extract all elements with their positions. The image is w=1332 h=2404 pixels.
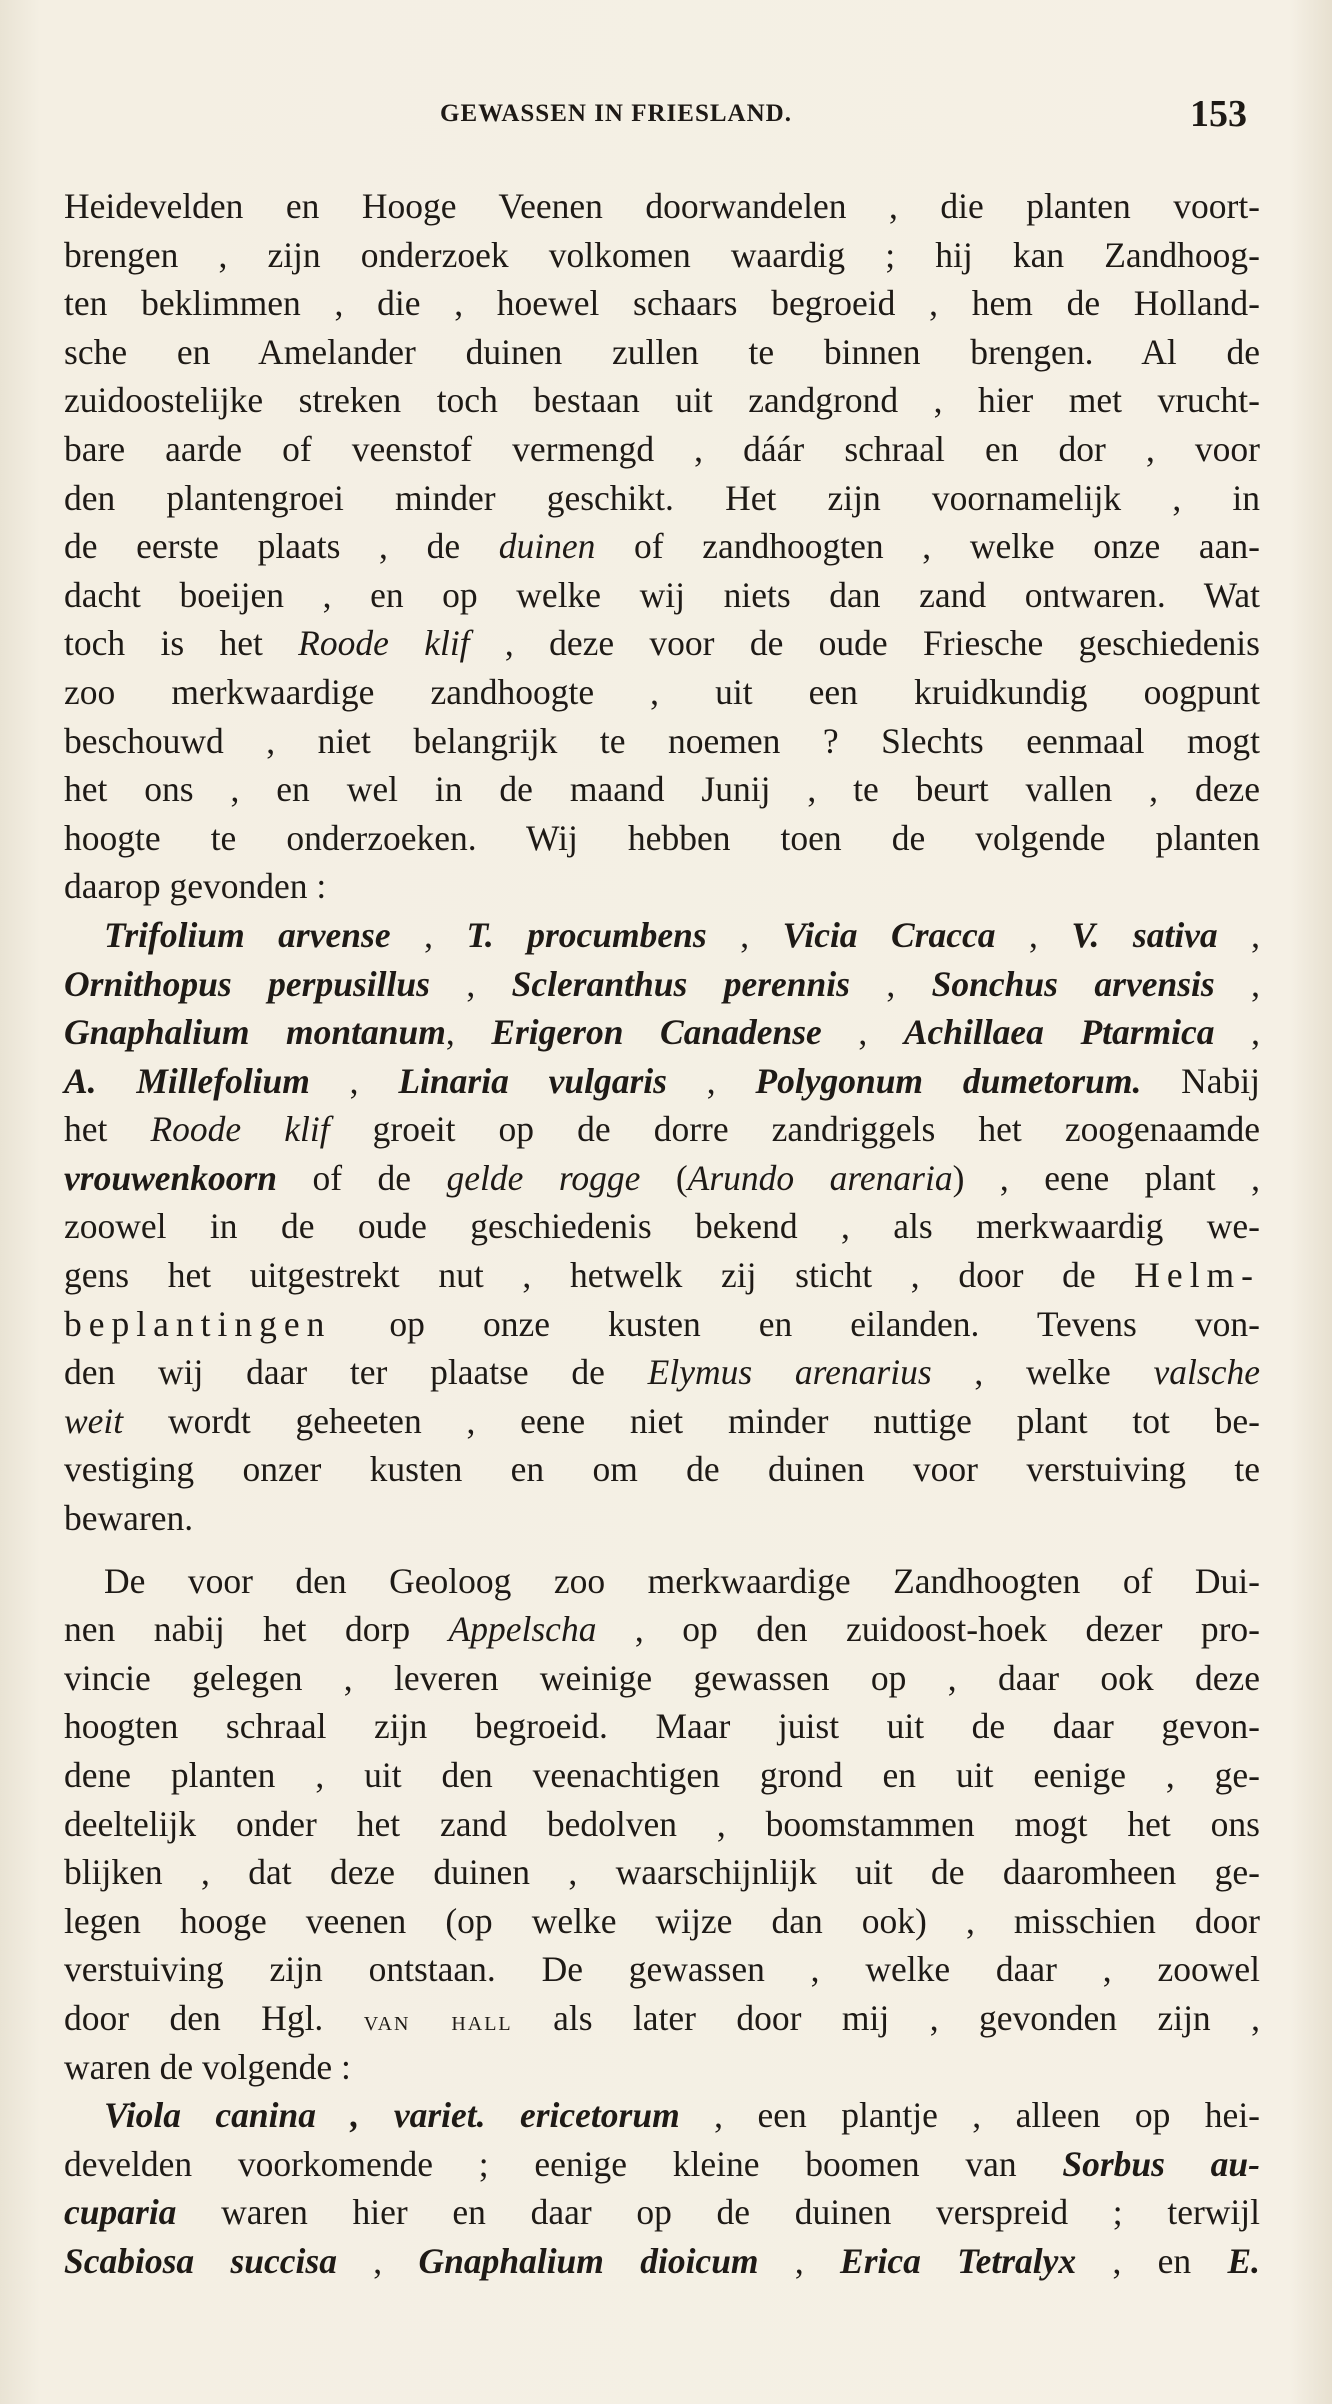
- text-run: groeit op de dorre zandriggels het zoogenaamde: [329, 1109, 1260, 1150]
- text-line: [64, 571, 1260, 620]
- text-line: [64, 1154, 1260, 1203]
- text-run: Elymus arenarius: [647, 1352, 932, 1393]
- text-line: [64, 1202, 1260, 1251]
- text-run: weit: [64, 1400, 124, 1441]
- text-run: ,: [666, 1060, 756, 1101]
- text-run: Polygonum dumetorum.: [755, 1060, 1142, 1101]
- text-run: , op den zuidoost-hoek dezer pro-: [596, 1609, 1260, 1650]
- text-run: ,: [309, 1060, 399, 1101]
- text-run: van hall: [363, 2004, 513, 2037]
- text-run: develden voorkomende ; eenige kleine boomen van: [64, 2143, 1063, 2184]
- text-run: ,: [336, 2240, 419, 2281]
- text-run: Viola canina , variet. ericetorum: [104, 2095, 680, 2136]
- text-run: E.: [1227, 2240, 1260, 2281]
- text-run: legen hooge veenen (op welke wijze dan ook) , misschien door: [64, 1900, 1260, 1941]
- text-run: Roode klif: [150, 1109, 330, 1150]
- text-line: [64, 1994, 1260, 2043]
- text-run: gelde rogge: [446, 1157, 641, 1198]
- text-run: op onze kusten en eilanden. Tevens von-: [331, 1303, 1260, 1344]
- text-run: wordt geheeten , eene niet minder nuttige plant tot be-: [123, 1400, 1260, 1441]
- text-line: [64, 1945, 1260, 1994]
- text-run: Nabij: [1141, 1060, 1261, 1101]
- text-run: (: [640, 1157, 688, 1198]
- text-line: [64, 1348, 1260, 1397]
- text-run: Sorbus au-: [1062, 2143, 1260, 2184]
- text-line: [64, 1300, 1260, 1349]
- text-run: duinen: [498, 526, 596, 567]
- text-line: [64, 376, 1260, 425]
- text-run: deeltelijk onder het zand bedolven , boomstammen mogt het ons: [64, 1803, 1260, 1844]
- text-run: Gnaphalium dioicum: [418, 2240, 759, 2281]
- text-run: cuparia: [64, 2192, 177, 2233]
- text-run: hoogten schraal zijn begroeid. Maar juist uit de daar gevon-: [64, 1706, 1260, 1747]
- text-run: De voor den Geoloog zoo merkwaardige Zandhoogten of Dui-: [104, 1560, 1260, 1601]
- text-run: ,: [429, 963, 512, 1004]
- text-run: het: [64, 1109, 151, 1150]
- text-run: vestiging onzer kusten en om de duinen voor verstuiving te: [64, 1449, 1260, 1490]
- text-line: [64, 182, 1260, 231]
- text-run: ,: [706, 914, 783, 955]
- text-line: [64, 2140, 1260, 2189]
- text-run: of zandhoogten , welke onze aan-: [595, 526, 1260, 567]
- text-run: vrouwenkoorn: [64, 1157, 278, 1198]
- text-run: Gnaphalium montanum: [64, 1012, 446, 1053]
- text-run: hoogte te onderzoeken. Wij hebben toen de volgende planten: [64, 817, 1260, 858]
- text-run: Sonchus arvensis: [931, 963, 1215, 1004]
- text-run: toch is het: [64, 623, 299, 664]
- body-text: [64, 182, 1260, 2286]
- text-run: vincie gelegen , leveren weinige gewassen op , daar ook deze: [64, 1657, 1260, 1698]
- text-run: , deze voor de oude Friesche geschiedenis: [469, 623, 1260, 664]
- text-line: [64, 1445, 1260, 1494]
- text-run: ten beklimmen , die , hoewel schaars begroeid , hem de Holland-: [64, 283, 1260, 324]
- text-line: [64, 1751, 1260, 1800]
- text-run: ) , eene plant ,: [952, 1157, 1260, 1198]
- text-run: Achillaea Ptarmica: [903, 1012, 1215, 1053]
- text-line: [64, 328, 1260, 377]
- text-run: ,: [390, 914, 467, 955]
- text-run: , en: [1076, 2240, 1228, 2281]
- text-line: [64, 2043, 1260, 2092]
- text-line: [64, 1105, 1260, 1154]
- text-run: beplantingen: [64, 1303, 332, 1344]
- text-run: de eerste plaats , de: [64, 526, 499, 567]
- text-run: zoo merkwaardige zandhoogte , uit een kruidkundig oogpunt: [64, 671, 1260, 712]
- running-head: [0, 93, 1332, 146]
- text-run: als later door mij , gevonden zijn ,: [512, 1997, 1260, 2038]
- text-line: [64, 1557, 1260, 1606]
- plant-list-line: [64, 1008, 1260, 1057]
- text-run: brengen , zijn onderzoek volkomen waardig ; hij kan Zandhoog-: [64, 234, 1260, 275]
- text-line: [64, 425, 1260, 474]
- text-line: [64, 522, 1260, 571]
- text-line: [64, 2188, 1260, 2237]
- text-run: valsche: [1153, 1352, 1260, 1393]
- text-line: [64, 1897, 1260, 1946]
- text-run: Appelscha: [448, 1609, 597, 1650]
- text-run: waren hier en daar op de duinen verspreid ; terwijl: [176, 2192, 1260, 2233]
- text-line: [64, 231, 1260, 280]
- text-run: Trifolium arvense: [104, 914, 391, 955]
- text-run: , een plantje , alleen op hei-: [679, 2095, 1260, 2136]
- text-run: nen nabij het dorp: [64, 1609, 449, 1650]
- text-run: het ons , en wel in de maand Junij , te beurt vallen , deze: [64, 769, 1260, 810]
- text-run: Helm-: [1134, 1255, 1260, 1296]
- text-run: zoowel in de oude geschiedenis bekend , als merkwaardig we-: [64, 1206, 1260, 1247]
- text-line: [64, 862, 1260, 911]
- text-run: beschouwd , niet belangrijk te noemen ? Slechts eenmaal mogt: [64, 720, 1260, 761]
- text-run: Arundo arenaria: [687, 1157, 953, 1198]
- text-run: Scleranthus perennis: [511, 963, 850, 1004]
- plant-list-line: [64, 960, 1260, 1009]
- text-line: [64, 2091, 1260, 2140]
- text-line: [64, 1848, 1260, 1897]
- text-run: dacht boeijen , en op welke wij niets dan zand ontwaren. Wat: [64, 574, 1260, 615]
- text-line: [64, 1494, 1260, 1543]
- text-run: waren de volgende :: [64, 2046, 351, 2087]
- text-run: ,: [849, 963, 932, 1004]
- text-run: sche en Amelander duinen zullen te binnen brengen. Al de: [64, 331, 1260, 372]
- text-run: den plantengroei minder geschikt. Het zijn voornamelijk , in: [64, 477, 1260, 518]
- text-run: gens het uitgestrekt nut , hetwelk zij sticht , door de: [64, 1255, 1135, 1296]
- text-run: Vicia Cracca: [782, 914, 996, 955]
- text-line: [64, 1251, 1260, 1300]
- text-run: Scabiosa succisa: [64, 2240, 337, 2281]
- text-run: V. sativa: [1071, 914, 1218, 955]
- text-run: door den Hgl.: [64, 1997, 364, 2038]
- text-line: [64, 619, 1260, 668]
- text-line: [64, 668, 1260, 717]
- page-number: 153: [1190, 93, 1247, 135]
- text-run: Ornithopus perpusillus: [64, 963, 430, 1004]
- text-run: of de: [277, 1157, 447, 1198]
- text-run: ,: [1217, 914, 1261, 955]
- text-line: [64, 1605, 1260, 1654]
- plant-list-line: [64, 911, 1260, 960]
- text-run: bare aarde of veenstof vermengd , dáár schraal en dor , voor: [64, 428, 1260, 469]
- text-run: daarop gevonden :: [64, 866, 327, 907]
- text-line: [64, 2237, 1260, 2286]
- text-line: [64, 1397, 1260, 1446]
- text-line: [64, 279, 1260, 328]
- text-run: ,: [1214, 963, 1261, 1004]
- text-run: zuidoostelijke streken toch bestaan uit zandgrond , hier met vrucht-: [64, 380, 1260, 421]
- text-run: bewaren.: [64, 1498, 194, 1539]
- text-run: Roode klif: [298, 623, 470, 664]
- text-run: Heidevelden en Hooge Veenen doorwandelen , die planten voort-: [64, 186, 1260, 226]
- text-run: dene planten , uit den veenachtigen grond en uit eenige , ge-: [64, 1755, 1260, 1795]
- text-run: ,: [1214, 1012, 1260, 1053]
- text-line: [64, 765, 1260, 814]
- text-run: T. procumbens: [466, 914, 707, 955]
- text-run: A. Millefolium: [64, 1060, 310, 1101]
- text-line: [64, 474, 1260, 523]
- text-run: ,: [821, 1012, 904, 1053]
- text-run: , welke: [931, 1352, 1154, 1393]
- text-run: ,: [758, 2240, 841, 2281]
- text-run: blijken , dat deze duinen , waarschijnlijk uit de daaromheen ge-: [64, 1852, 1260, 1893]
- running-title: GEWASSEN IN FRIESLAND.: [440, 100, 792, 127]
- text-run: verstuiving zijn ontstaan. De gewassen , welke daar , zoowel: [64, 1949, 1260, 1990]
- text-line: [64, 1800, 1260, 1849]
- text-run: Erica Tetralyx: [840, 2240, 1077, 2281]
- text-line: [64, 814, 1260, 863]
- text-run: ,: [995, 914, 1072, 955]
- plant-list-line: [64, 1057, 1260, 1106]
- text-line: [64, 1702, 1260, 1751]
- text-run: ,: [445, 1012, 492, 1053]
- text-run: Linaria vulgaris: [398, 1060, 667, 1101]
- text-run: den wij daar ter plaatse de: [64, 1352, 648, 1393]
- text-run: Erigeron Canadense: [491, 1012, 822, 1053]
- text-line: [64, 1654, 1260, 1703]
- text-line: [64, 717, 1260, 766]
